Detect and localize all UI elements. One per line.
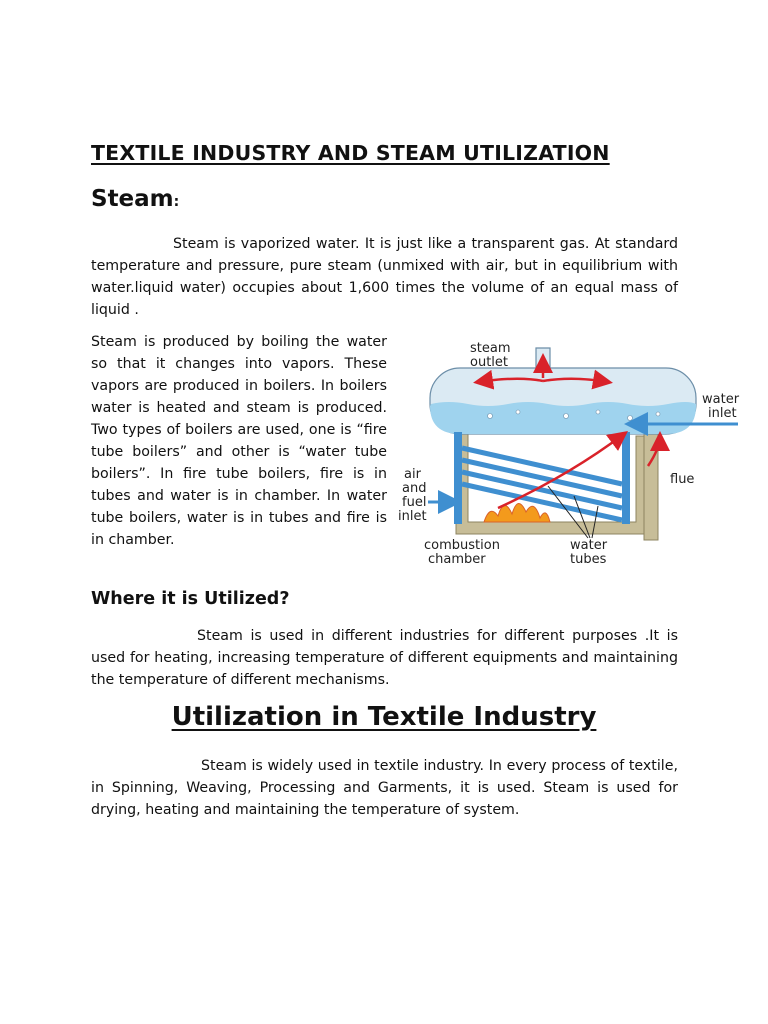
label-water-tubes-2: tubes — [570, 552, 607, 567]
label-air-3: fuel — [402, 495, 427, 510]
paragraph-steam-uses: Steam is used in different industries for different purposes .It is used for heating, increasing temperature of different equipments and maintaining the temperature of different mechanisms. — [91, 628, 678, 688]
paragraph-textile-utilization: Steam is widely used in textile industry. In every process of textile, in Spinning, Weaving, Processing and Garments, it is used. Steam is used for drying, heating and maintaining the temperature of system. — [91, 758, 678, 818]
label-combustion-1: combustion — [424, 538, 500, 553]
label-water-inlet-2: inlet — [708, 406, 737, 421]
water-tubes — [462, 448, 622, 520]
utilization-heading: Utilization in Textile Industry — [171, 702, 597, 732]
label-flue: flue — [670, 472, 695, 487]
downcomer-left — [454, 432, 462, 524]
where-utilized-heading: Where it is Utilized? — [91, 589, 290, 609]
label-water-inlet-1: water — [702, 392, 740, 407]
steam-heading — [91, 186, 179, 212]
label-steam-outlet-1: steam — [470, 341, 511, 356]
document-title: TEXTILE INDUSTRY AND STEAM UTILIZATION — [91, 141, 610, 165]
label-air-2: and — [402, 481, 427, 496]
paragraph-steam-definition: Steam is vaporized water. It is just like a transparent gas. At standard temperature and pressure, pure steam (unmixed with air, but in equilibrium with water.liquid water) occupies about 1,600 times the volume of an equal mass of liquid . — [91, 236, 678, 318]
steam-heading-text: Steam — [91, 186, 174, 212]
fire — [484, 503, 550, 522]
paragraph-steam-production: Steam is produced by boiling the water so that it changes into vapors. These vapors are produced in boilers. In boilers water is heated and steam is produced. Two types of boilers are used, one is “fire tube boilers” and other is “water tube boilers”. In fire tube boilers, fire is in tubes and water is in chamber. In water tube boilers, water is in tubes and fire is in chamber. — [91, 334, 387, 548]
label-combustion-2: chamber — [428, 552, 486, 567]
drum-water — [430, 402, 696, 434]
label-water-tubes-1: water — [570, 538, 608, 553]
downcomer-right — [622, 432, 630, 524]
flue-stack — [644, 430, 658, 540]
label-air-4: inlet — [398, 509, 427, 524]
label-steam-outlet-2: outlet — [470, 355, 508, 370]
label-air-1: air — [404, 467, 421, 482]
steam-heading-colon: : — [173, 194, 180, 210]
boiler-diagram — [398, 336, 748, 570]
